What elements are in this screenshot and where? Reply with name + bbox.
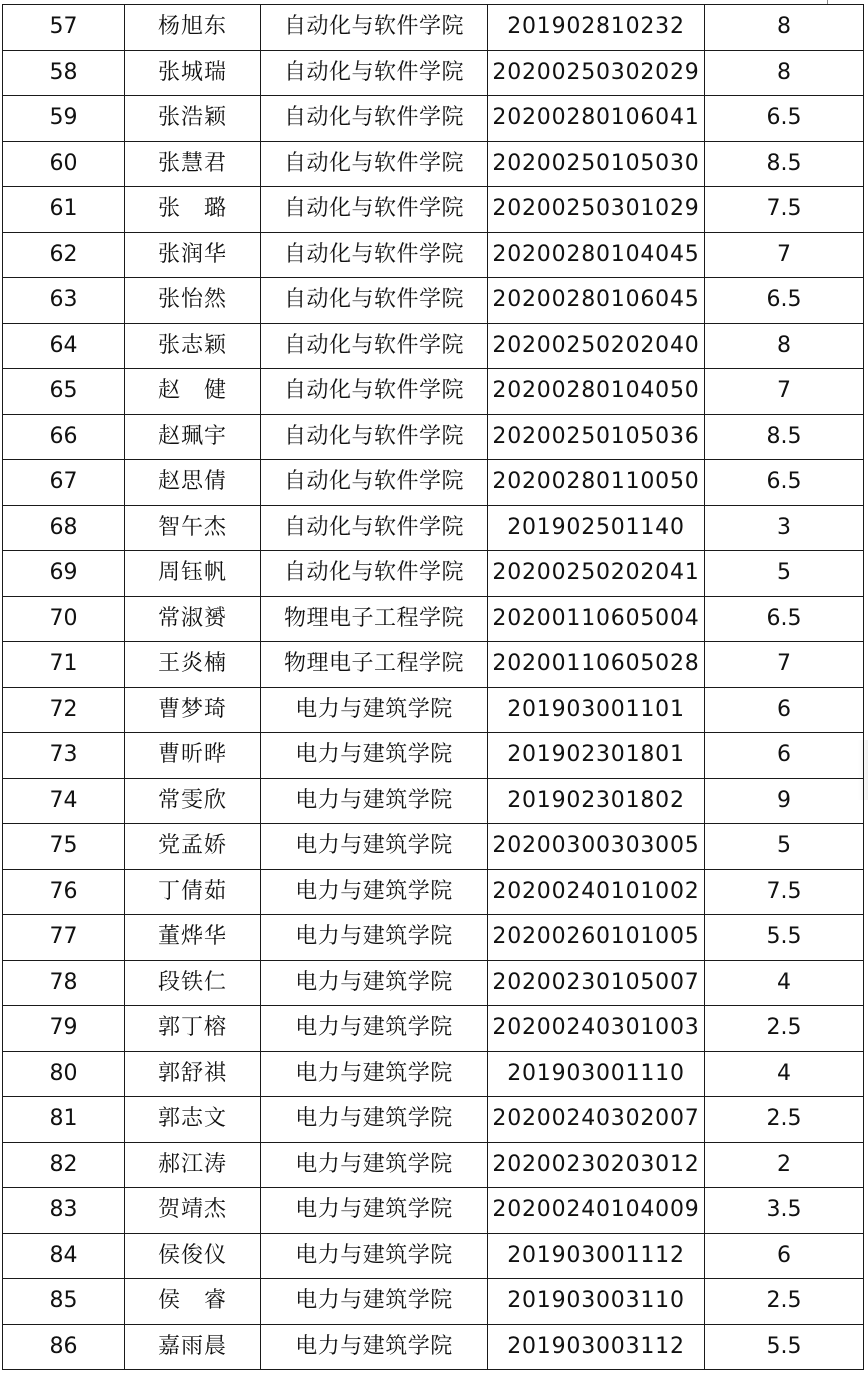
student-id-cell: 20200300303005 (488, 824, 705, 870)
table-row (3, 278, 864, 324)
row-index-cell: 58 (3, 50, 125, 96)
college-cell: 自动化与软件学院 (261, 323, 488, 369)
table-row (3, 1188, 864, 1234)
score-cell: 5 (705, 824, 864, 870)
table-row (3, 642, 864, 688)
college-cell: 电力与建筑学院 (261, 824, 488, 870)
table-row (3, 596, 864, 642)
row-index-cell: 61 (3, 187, 125, 233)
score-cell: 2.5 (705, 1279, 864, 1325)
student-name-cell: 党孟娇 (125, 824, 261, 870)
student-id-cell: 201902501140 (488, 505, 705, 551)
row-index-cell: 65 (3, 369, 125, 415)
student-id-cell: 20200110605028 (488, 642, 705, 688)
score-table (2, 4, 864, 1370)
student-id-cell: 20200240301003 (488, 1006, 705, 1052)
college-cell: 自动化与软件学院 (261, 414, 488, 460)
table-row (3, 824, 864, 870)
table-row (3, 141, 864, 187)
table-row (3, 505, 864, 551)
college-cell: 自动化与软件学院 (261, 551, 488, 597)
table-row (3, 232, 864, 278)
score-cell: 8 (705, 5, 864, 51)
student-name-cell: 郝江涛 (125, 1142, 261, 1188)
college-cell: 自动化与软件学院 (261, 232, 488, 278)
student-id-cell: 201903001112 (488, 1233, 705, 1279)
table-row (3, 687, 864, 733)
score-cell: 6.5 (705, 460, 864, 506)
table-row (3, 551, 864, 597)
student-id-cell: 20200280104050 (488, 369, 705, 415)
row-index-cell: 60 (3, 141, 125, 187)
student-id-cell: 20200240104009 (488, 1188, 705, 1234)
student-name-cell: 王炎楠 (125, 642, 261, 688)
student-name-cell: 常淑赟 (125, 596, 261, 642)
college-cell: 自动化与软件学院 (261, 278, 488, 324)
college-cell: 自动化与软件学院 (261, 369, 488, 415)
student-name-cell: 段铁仁 (125, 960, 261, 1006)
college-cell: 物理电子工程学院 (261, 642, 488, 688)
student-name-cell: 嘉雨晨 (125, 1324, 261, 1370)
row-index-cell: 84 (3, 1233, 125, 1279)
student-name-cell: 郭志文 (125, 1097, 261, 1143)
table-row (3, 960, 864, 1006)
college-cell: 电力与建筑学院 (261, 960, 488, 1006)
student-id-cell: 20200250202041 (488, 551, 705, 597)
student-id-cell: 201903003110 (488, 1279, 705, 1325)
student-id-cell: 20200250105036 (488, 414, 705, 460)
student-name-cell: 郭舒祺 (125, 1051, 261, 1097)
college-cell: 电力与建筑学院 (261, 1051, 488, 1097)
college-cell: 电力与建筑学院 (261, 915, 488, 961)
score-cell: 8.5 (705, 414, 864, 460)
row-index-cell: 64 (3, 323, 125, 369)
student-name-cell: 赵思倩 (125, 460, 261, 506)
table-row (3, 96, 864, 142)
score-cell: 6.5 (705, 278, 864, 324)
score-cell: 6 (705, 687, 864, 733)
student-id-cell: 20200230105007 (488, 960, 705, 1006)
score-cell: 8.5 (705, 141, 864, 187)
student-name-cell: 贺靖杰 (125, 1188, 261, 1234)
table-row (3, 1279, 864, 1325)
college-cell: 电力与建筑学院 (261, 1006, 488, 1052)
student-name-cell: 张润华 (125, 232, 261, 278)
page-edge-shadow (858, 740, 868, 800)
score-cell: 2 (705, 1142, 864, 1188)
student-id-cell: 201903001110 (488, 1051, 705, 1097)
score-cell: 3 (705, 505, 864, 551)
college-cell: 自动化与软件学院 (261, 141, 488, 187)
college-cell: 电力与建筑学院 (261, 687, 488, 733)
college-cell: 自动化与软件学院 (261, 505, 488, 551)
row-index-cell: 85 (3, 1279, 125, 1325)
student-id-cell: 20200250202040 (488, 323, 705, 369)
score-cell: 5.5 (705, 1324, 864, 1370)
row-index-cell: 62 (3, 232, 125, 278)
college-cell: 电力与建筑学院 (261, 1097, 488, 1143)
table-row (3, 460, 864, 506)
student-id-cell: 20200240302007 (488, 1097, 705, 1143)
table-row (3, 1097, 864, 1143)
score-cell: 4 (705, 1051, 864, 1097)
score-cell: 2.5 (705, 1097, 864, 1143)
student-id-cell: 20200280110050 (488, 460, 705, 506)
row-index-cell: 83 (3, 1188, 125, 1234)
row-index-cell: 76 (3, 869, 125, 915)
college-cell: 电力与建筑学院 (261, 1188, 488, 1234)
score-cell: 2.5 (705, 1006, 864, 1052)
table-row (3, 369, 864, 415)
student-name-cell: 赵珮宇 (125, 414, 261, 460)
row-index-cell: 66 (3, 414, 125, 460)
student-id-cell: 20200250301029 (488, 187, 705, 233)
student-name-cell: 赵 健 (125, 369, 261, 415)
score-cell: 8 (705, 50, 864, 96)
student-id-cell: 20200280106045 (488, 278, 705, 324)
college-cell: 电力与建筑学院 (261, 1279, 488, 1325)
row-index-cell: 78 (3, 960, 125, 1006)
row-index-cell: 59 (3, 96, 125, 142)
score-cell: 7.5 (705, 869, 864, 915)
table-row (3, 915, 864, 961)
college-cell: 电力与建筑学院 (261, 1324, 488, 1370)
student-name-cell: 张志颖 (125, 323, 261, 369)
student-name-cell: 张怡然 (125, 278, 261, 324)
row-index-cell: 57 (3, 5, 125, 51)
row-index-cell: 71 (3, 642, 125, 688)
student-name-cell: 张 璐 (125, 187, 261, 233)
student-id-cell: 201903003112 (488, 1324, 705, 1370)
row-index-cell: 79 (3, 1006, 125, 1052)
college-cell: 电力与建筑学院 (261, 869, 488, 915)
score-cell: 5 (705, 551, 864, 597)
score-cell: 9 (705, 778, 864, 824)
student-name-cell: 张城瑞 (125, 50, 261, 96)
table-row (3, 1006, 864, 1052)
score-cell: 3.5 (705, 1188, 864, 1234)
row-index-cell: 77 (3, 915, 125, 961)
student-name-cell: 周钰帆 (125, 551, 261, 597)
row-index-cell: 69 (3, 551, 125, 597)
student-id-cell: 20200230203012 (488, 1142, 705, 1188)
score-cell: 5.5 (705, 915, 864, 961)
score-cell: 6.5 (705, 96, 864, 142)
college-cell: 自动化与软件学院 (261, 5, 488, 51)
college-cell: 自动化与软件学院 (261, 187, 488, 233)
student-name-cell: 张浩颖 (125, 96, 261, 142)
student-name-cell: 侯俊仪 (125, 1233, 261, 1279)
table-row (3, 1233, 864, 1279)
row-index-cell: 63 (3, 278, 125, 324)
row-index-cell: 73 (3, 733, 125, 779)
student-id-cell: 201903001101 (488, 687, 705, 733)
row-index-cell: 81 (3, 1097, 125, 1143)
student-name-cell: 曹昕晔 (125, 733, 261, 779)
table-body (3, 5, 864, 1370)
table-row (3, 733, 864, 779)
college-cell: 电力与建筑学院 (261, 1142, 488, 1188)
score-cell: 6 (705, 733, 864, 779)
table-row (3, 50, 864, 96)
row-index-cell: 82 (3, 1142, 125, 1188)
student-name-cell: 杨旭东 (125, 5, 261, 51)
college-cell: 自动化与软件学院 (261, 96, 488, 142)
row-index-cell: 67 (3, 460, 125, 506)
row-index-cell: 80 (3, 1051, 125, 1097)
table-row (3, 187, 864, 233)
student-id-cell: 201902301802 (488, 778, 705, 824)
student-id-cell: 20200280106041 (488, 96, 705, 142)
student-name-cell: 侯 睿 (125, 1279, 261, 1325)
score-cell: 8 (705, 323, 864, 369)
student-id-cell: 20200280104045 (488, 232, 705, 278)
row-index-cell: 68 (3, 505, 125, 551)
table-row (3, 778, 864, 824)
college-cell: 电力与建筑学院 (261, 778, 488, 824)
table-row (3, 5, 864, 51)
table-row (3, 414, 864, 460)
student-id-cell: 201902810232 (488, 5, 705, 51)
college-cell: 电力与建筑学院 (261, 1233, 488, 1279)
score-cell: 6.5 (705, 596, 864, 642)
student-id-cell: 20200240101002 (488, 869, 705, 915)
score-cell: 7.5 (705, 187, 864, 233)
student-name-cell: 张慧君 (125, 141, 261, 187)
college-cell: 自动化与软件学院 (261, 460, 488, 506)
score-cell: 4 (705, 960, 864, 1006)
score-cell: 7 (705, 642, 864, 688)
table-row (3, 1324, 864, 1370)
score-cell: 7 (705, 232, 864, 278)
student-name-cell: 郭丁榕 (125, 1006, 261, 1052)
college-cell: 自动化与软件学院 (261, 50, 488, 96)
table-row (3, 1142, 864, 1188)
row-index-cell: 70 (3, 596, 125, 642)
row-index-cell: 74 (3, 778, 125, 824)
student-name-cell: 曹梦琦 (125, 687, 261, 733)
college-cell: 物理电子工程学院 (261, 596, 488, 642)
student-id-cell: 20200250105030 (488, 141, 705, 187)
college-cell: 电力与建筑学院 (261, 733, 488, 779)
score-cell: 6 (705, 1233, 864, 1279)
table-row (3, 869, 864, 915)
student-name-cell: 董烨华 (125, 915, 261, 961)
row-index-cell: 72 (3, 687, 125, 733)
table-row (3, 323, 864, 369)
row-index-cell: 86 (3, 1324, 125, 1370)
row-index-cell: 75 (3, 824, 125, 870)
student-id-cell: 201902301801 (488, 733, 705, 779)
table-row (3, 1051, 864, 1097)
student-name-cell: 丁倩茹 (125, 869, 261, 915)
student-id-cell: 20200250302029 (488, 50, 705, 96)
student-id-cell: 20200260101005 (488, 915, 705, 961)
score-cell: 7 (705, 369, 864, 415)
student-name-cell: 智午杰 (125, 505, 261, 551)
student-id-cell: 20200110605004 (488, 596, 705, 642)
student-name-cell: 常雯欣 (125, 778, 261, 824)
